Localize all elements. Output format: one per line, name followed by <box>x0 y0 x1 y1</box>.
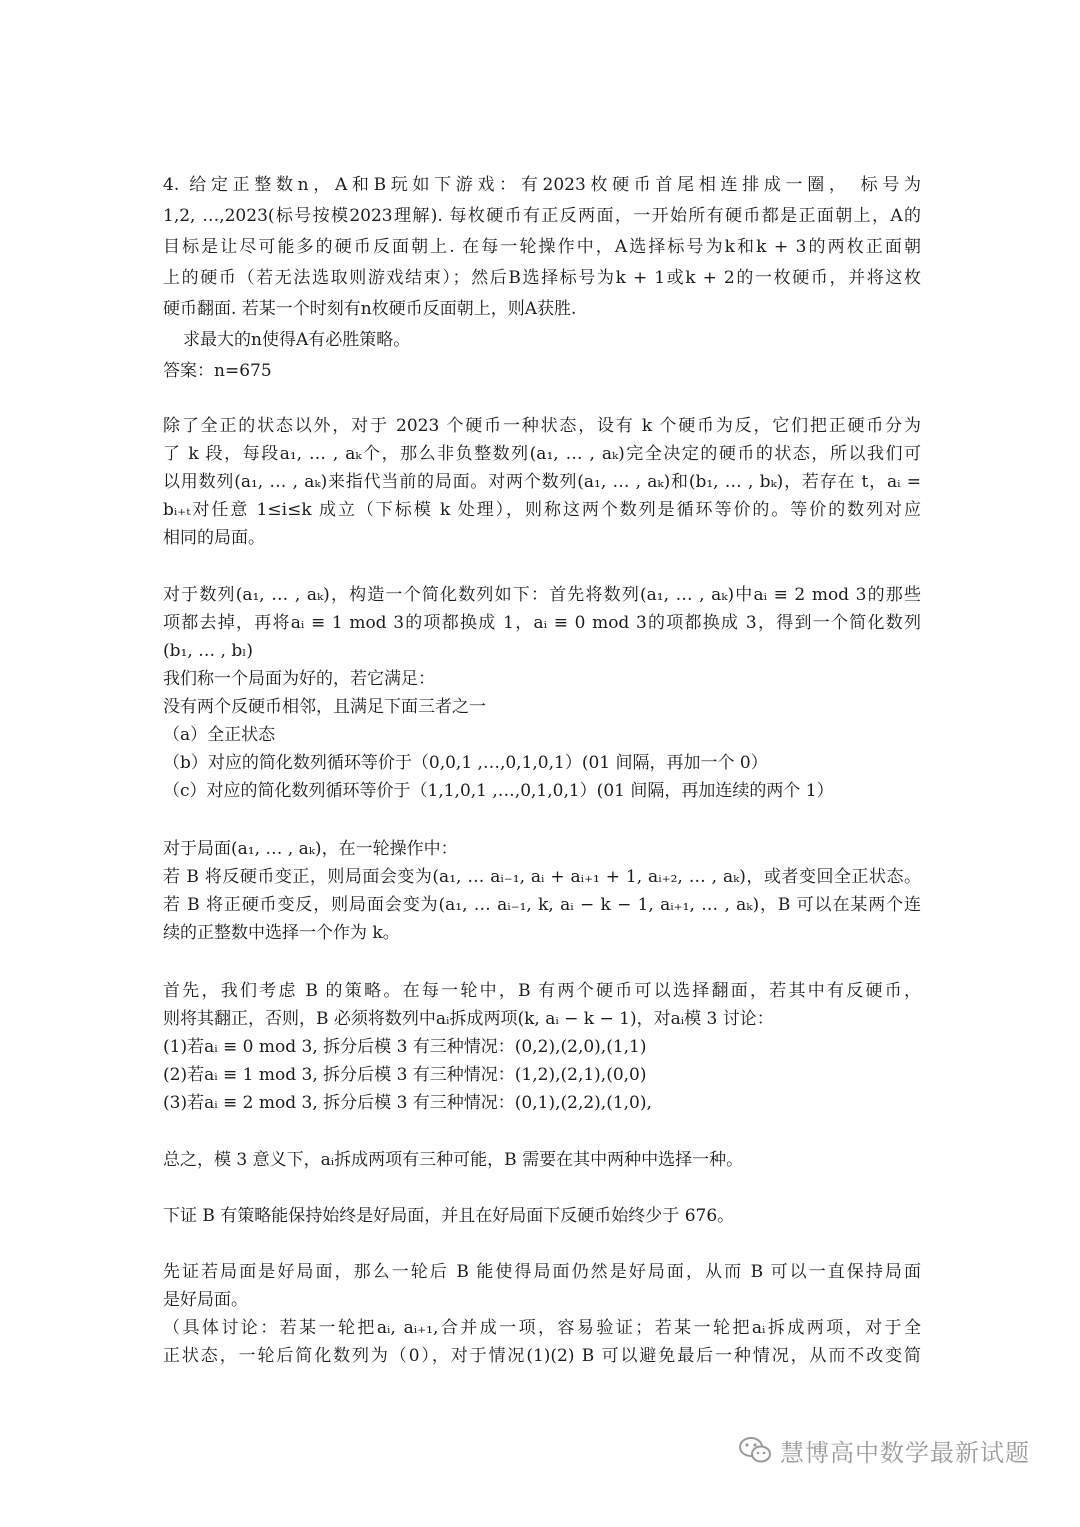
solution-line: （c）对应的简化数列循环等价于（1,1,0,1 ,…,0,1,0,1）(01 间隔，再加连续的两个 1） <box>163 781 834 801</box>
solution-line: 没有两个反硬币相邻，且满足下面三者之一 <box>163 697 486 717</box>
case-line: (2)若aᵢ ≡ 1 mod 3, 拆分后模 3 有三种情况：(1,2),(2,1),(0,0) <box>163 1065 647 1085</box>
problem-line: 1,2, …,2023(标号按模2023理解). 每枚硬币有正反两面，一开始所有硬币都是正面朝上，A的 <box>163 206 921 226</box>
solution-line: 相同的局面。 <box>163 528 265 548</box>
solution-line: 先证若局面是好局面，那么一轮后 B 能使得局面仍然是好局面，从而 B 可以一直保持局面 <box>163 1262 921 1282</box>
solution-line: bᵢ₊ₜ对任意 1≤i≤k 成立（下标模 k 处理），则称这两个数列是循环等价的。等价的数列对应 <box>163 500 921 520</box>
solution-line: (b₁, … , bₗ) <box>163 641 253 661</box>
solution-line: 若 B 将反硬币变正，则局面会变为(a₁, … aᵢ₋₁, aᵢ + aᵢ₊₁ + 1, aᵢ₊₂, … , aₖ)，或者变回全正状态。 <box>163 867 921 887</box>
problem-line: 目标是让尽可能多的硬币反面朝上. 在每一轮操作中，A选择标号为k和k + 3的两枚正面朝 <box>163 237 921 257</box>
solution-line: 首先，我们考虑 B 的策略。在每一轮中，B 有两个硬币可以选择翻面，若其中有反硬币， <box>163 981 921 1001</box>
answer-line: 答案：n=675 <box>163 361 272 381</box>
solution-line: 项都去掉，再将aᵢ ≡ 1 mod 3的项都换成 1，aᵢ ≡ 0 mod 3的项都换成 3，得到一个简化数列 <box>163 613 921 633</box>
solution-line: 除了全正的状态以外，对于 2023 个硬币一种状态，设有 k 个硬币为反，它们把正硬币分为 <box>163 416 921 436</box>
solution-line: 对于局面(a₁, … , aₖ)，在一轮操作中： <box>163 839 458 859</box>
solution-line: 若 B 将正硬币变反，则局面会变为(a₁, … aᵢ₋₁, k, aᵢ − k − 1, aᵢ₊₁, … , aₖ)，B 可以在某两个连 <box>163 895 921 915</box>
solution-line: 以用数列(a₁, … , aₖ)来指代当前的局面。对两个数列(a₁, … , aₖ)和(b₁, … , bₖ)，若存在 t，aᵢ = <box>163 472 921 492</box>
problem-question: 求最大的n使得A有必胜策略。 <box>183 330 411 350</box>
solution-line: （具体讨论：若某一轮把aᵢ, aᵢ₊₁,合并成一项，容易验证；若某一轮把aᵢ拆成两项，对于全 <box>163 1318 921 1338</box>
solution-line: （b）对应的简化数列循环等价于（0,0,1 ,…,0,1,0,1）(01 间隔，再加一个 0） <box>163 753 768 773</box>
solution-line: （a）全正状态 <box>163 725 276 745</box>
problem-line: 硬币翻面. 若某一个时刻有n枚硬币反面朝上，则A获胜. <box>163 299 577 319</box>
watermark <box>738 1430 1058 1470</box>
solution-line: 续的正整数中选择一个作为 k。 <box>163 923 400 943</box>
wechat-icon <box>738 1435 772 1465</box>
solution-line: 对于数列(a₁, … , aₖ)，构造一个简化数列如下：首先将数列(a₁, … , aₖ)中aᵢ ≡ 2 mod 3的那些 <box>163 585 921 605</box>
solution-line: 正状态，一轮后简化数列为（0），对于情况(1)(2) B 可以避免最后一种情况，从而不改变简 <box>163 1346 921 1366</box>
solution-line: 总之，模 3 意义下，aᵢ拆成两项有三种可能，B 需要在其中两种中选择一种。 <box>163 1150 744 1170</box>
solution-line: 则将其翻正，否则，B 必须将数列中aᵢ拆成两项(k, aᵢ − k − 1)，对aᵢ模 3 讨论： <box>163 1009 774 1029</box>
solution-line: 我们称一个局面为好的，若它满足： <box>163 669 435 689</box>
solution-line: 下证 B 有策略能保持始终是好局面，并且在好局面下反硬币始终少于 676。 <box>163 1206 735 1226</box>
watermark-text: 慧博高中数学最新试题 <box>780 1438 1030 1467</box>
problem-line: 4. 给定正整数n，A和B玩如下游戏：有2023枚硬币首尾相连排成一圈， 标号为 <box>163 175 921 195</box>
case-line: (3)若aᵢ ≡ 2 mod 3, 拆分后模 3 有三种情况：(0,1),(2,2),(1,0), <box>163 1093 652 1113</box>
solution-line: 了 k 段，每段a₁, … , aₖ个，那么非负整数列(a₁, … , aₖ)完全决定的硬币的状态，所以我们可 <box>163 444 921 464</box>
case-line: (1)若aᵢ ≡ 0 mod 3, 拆分后模 3 有三种情况：(0,2),(2,0),(1,1) <box>163 1037 647 1057</box>
problem-line: 上的硬币（若无法选取则游戏结束）；然后B选择标号为k + 1或k + 2的一枚硬币，并将这枚 <box>163 268 921 288</box>
solution-line: 是好局面。 <box>163 1290 248 1310</box>
